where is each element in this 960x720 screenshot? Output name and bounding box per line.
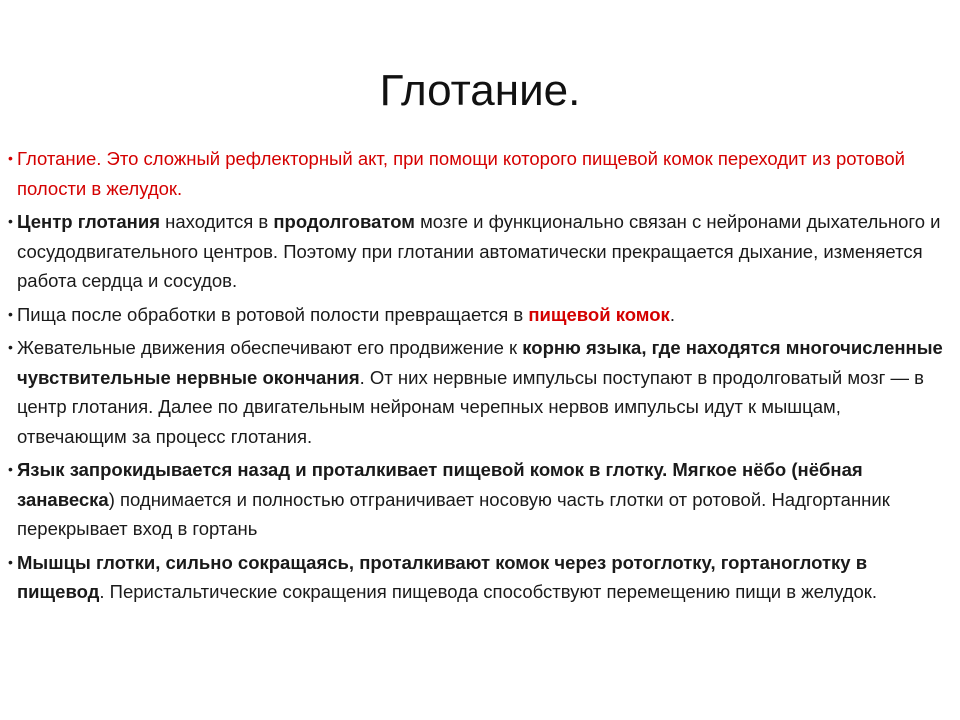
bold-term: Центр глотания — [17, 211, 160, 232]
bullet-text: . — [669, 303, 675, 325]
bullet-dot-icon: • — [8, 339, 13, 355]
bullet-food-bolus — [8, 300, 950, 330]
bullet-dot-icon: • — [8, 553, 13, 570]
bullet-text: Жевательные движения обеспечивают его продвижение к — [17, 337, 523, 358]
bullet-text: Пища после обработки в ротовой полости превращается в — [17, 303, 529, 325]
bold-term: Язык запрокидывается назад и проталкивает пищевой комок в глотку. Мягкое нёбо (нёбная занавеска — [17, 459, 863, 510]
bold-term: Мышцы глотки, сильно сокращаясь, проталкивают комок через ротоглотку, гортаноглотку в пищевод — [17, 551, 868, 602]
bullet-dot-icon: • — [8, 305, 13, 322]
bullet-definition — [8, 144, 950, 203]
bullet-text: мозге и функционально связан с нейронами дыхательного и сосудодвигательного центров. Поэтому при глотании автоматически прекращается дыхание, изменяется работа сердца и сосудов. — [17, 211, 941, 291]
bullet-text: Глотание. Это сложный рефлекторный акт, при помощи которого пищевой комок переходит из ротовой полости в желудок. — [17, 148, 905, 199]
slide-title: Глотание. — [379, 66, 581, 115]
bullet-pharynx-muscles — [8, 548, 950, 607]
bullet-dot-icon: • — [8, 461, 13, 477]
bullet-chewing-movements — [8, 333, 950, 451]
bold-term: продолговатом — [273, 211, 415, 232]
bullet-text: . От них нервные импульсы поступают в продолговатый мозг — в центр глотания. Далее по двигательным нейронам черепных нервов импульсы идут к мышцам, отвечающим за процесс глотания. — [17, 366, 924, 447]
bullet-dot-icon: • — [8, 213, 13, 229]
bullet-list — [8, 144, 950, 611]
bullet-text: ) поднимается и полностью отграничивает носовую часть глотки от ротовой. Надгортанник перекрывает вход в гортань — [17, 488, 890, 539]
bullet-text: . Перистальтические сокращения пищевода способствуют перемещению пищи в желудок. — [99, 581, 878, 602]
bullet-text: находится в — [160, 211, 274, 232]
highlighted-term: пищевой комок — [528, 303, 670, 325]
bullet-swallowing-center — [8, 207, 950, 296]
bold-term: корню языка, где находятся многочисленные чувствительные нервные окончания — [17, 337, 943, 388]
bullet-tongue — [8, 455, 950, 544]
bullet-dot-icon: • — [8, 150, 13, 166]
